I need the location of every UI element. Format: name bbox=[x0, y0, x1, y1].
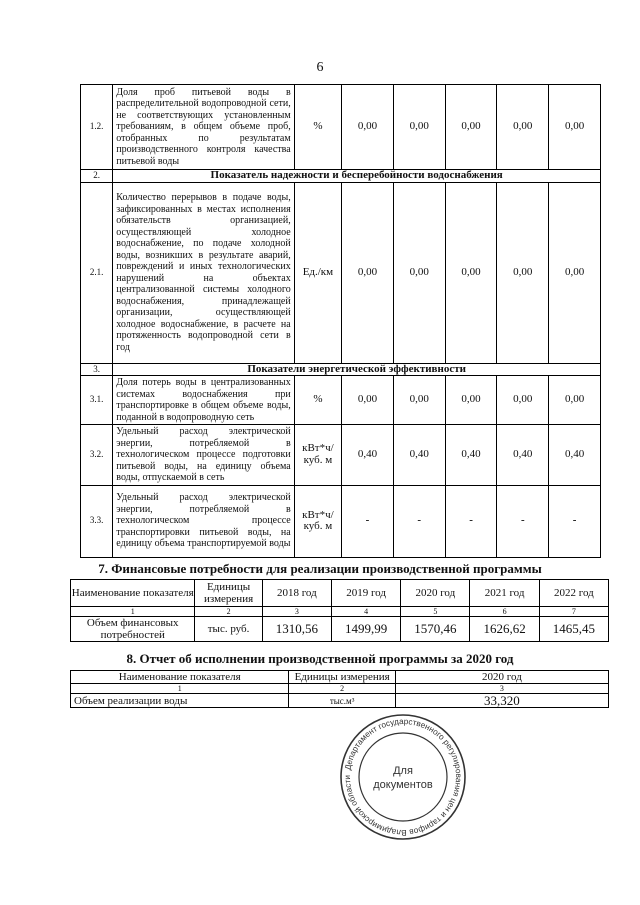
value-cell: 0,00 bbox=[342, 85, 394, 170]
value-cell: 0,40 bbox=[445, 425, 497, 486]
index-row bbox=[71, 684, 609, 694]
section-7-heading: 7. Финансовые потребности для реализации производственной программы bbox=[98, 561, 542, 576]
value-cell: - bbox=[497, 485, 549, 557]
value-cell: 0,00 bbox=[497, 182, 549, 363]
value-cell: 0,00 bbox=[393, 376, 445, 425]
indicator-name: Объем финансовых потребностей bbox=[71, 617, 195, 642]
table-row bbox=[71, 694, 609, 708]
value-cell: 33,320 bbox=[395, 694, 608, 708]
index-cell: 6 bbox=[470, 607, 539, 617]
table-row bbox=[71, 617, 609, 642]
value-cell: 1570,46 bbox=[401, 617, 470, 642]
indicator-name: Объем реализации воды bbox=[71, 694, 289, 708]
value-cell: 0,00 bbox=[393, 85, 445, 170]
stamp-inner-ring bbox=[359, 733, 447, 821]
index-cell: 2 bbox=[289, 684, 395, 694]
indicator-name: Удельный расход электрической энергии, потребляемой в технологическом процессе транспортировки питьевой воды, на единицу объема транспортируемой воды bbox=[113, 485, 294, 557]
table-row bbox=[81, 182, 601, 363]
indicator-unit: Ед./км bbox=[294, 182, 341, 363]
value-cell: 0,00 bbox=[445, 376, 497, 425]
indicator-unit: кВт*ч/куб. м bbox=[294, 425, 341, 486]
indicator-unit: кВт*ч/куб. м bbox=[294, 485, 341, 557]
indicator-name: Доля проб питьевой воды в распределительной водопроводной сети, не соответствующих установленным требованиям, в общем объеме проб, отобранных по результатам производственного контроля качества питьевой воды bbox=[113, 85, 294, 170]
section-number: 3. bbox=[81, 363, 113, 376]
column-header: Единицы измерения bbox=[289, 671, 395, 684]
row-number: 2.1. bbox=[81, 182, 113, 363]
row-number: 3.1. bbox=[81, 376, 113, 425]
table-row bbox=[81, 376, 601, 425]
stamp-ring-text: Департамент государственного регулирования цен и тарифов Владимирской области bbox=[342, 716, 464, 838]
indicator-unit: % bbox=[294, 376, 341, 425]
index-cell: 3 bbox=[262, 607, 331, 617]
index-cell: 7 bbox=[539, 607, 608, 617]
index-cell: 2 bbox=[195, 607, 262, 617]
indicator-name: Количество перерывов в подаче воды, зафиксированных в местах исполнения обязательств организацией, осуществляющей холодное водоснабжение, по подаче холодной воды, возникших в результате аварий, повреждений и иных технологических нарушений на объектах централизованной системы холодного водоснабжения, принадлежащей организации, осуществляющей холодное водоснабжение, в расчете на протяженность водопроводной сети в год bbox=[113, 182, 294, 363]
column-header: 2019 год bbox=[331, 580, 400, 607]
section-8-heading: 8. Отчет об исполнении производственной программы за 2020 год bbox=[126, 651, 514, 666]
column-header: 2021 год bbox=[470, 580, 539, 607]
index-cell: 5 bbox=[401, 607, 470, 617]
value-cell: 0,00 bbox=[342, 376, 394, 425]
indicator-unit: % bbox=[294, 85, 341, 170]
table-header-row bbox=[71, 580, 609, 607]
value-cell: - bbox=[393, 485, 445, 557]
column-header: Наименование показателя bbox=[71, 580, 195, 607]
indicator-name: Удельный расход электрической энергии, потребляемой в технологическом процессе подготовки питьевой воды, на единицу объема воды, отпускаемой в сеть bbox=[113, 425, 294, 486]
section-row bbox=[81, 363, 601, 376]
row-number: 1.2. bbox=[81, 85, 113, 170]
value-cell: 1626,62 bbox=[470, 617, 539, 642]
table-row bbox=[81, 485, 601, 557]
table-row bbox=[81, 425, 601, 486]
column-header: 2020 год bbox=[401, 580, 470, 607]
stamp-center-text-line-2: документов bbox=[373, 779, 433, 791]
value-cell: 0,00 bbox=[393, 182, 445, 363]
section-title: Показатели энергетической эффективности bbox=[113, 363, 601, 376]
section-number: 2. bbox=[81, 170, 113, 183]
column-header: Единицы измерения bbox=[195, 580, 262, 607]
row-number: 3.3. bbox=[81, 485, 113, 557]
index-row bbox=[71, 607, 609, 617]
row-number: 3.2. bbox=[81, 425, 113, 486]
value-cell: 0,00 bbox=[497, 376, 549, 425]
financial-needs-table bbox=[70, 579, 609, 642]
value-cell: 0,00 bbox=[342, 182, 394, 363]
column-header: 2022 год bbox=[539, 580, 608, 607]
value-cell: 1499,99 bbox=[331, 617, 400, 642]
column-header: 2020 год bbox=[395, 671, 608, 684]
value-cell: - bbox=[445, 485, 497, 557]
column-header: 2018 год bbox=[262, 580, 331, 607]
value-cell: - bbox=[342, 485, 394, 557]
indicator-unit: тыс. руб. bbox=[195, 617, 262, 642]
indicator-unit: тыс.м³ bbox=[289, 694, 395, 708]
page-number: 6 bbox=[316, 60, 324, 75]
stamp-center-text-line-1: Для bbox=[393, 765, 413, 777]
program-report-table bbox=[70, 670, 609, 708]
value-cell: 1465,45 bbox=[539, 617, 608, 642]
value-cell: 0,40 bbox=[497, 425, 549, 486]
table-row bbox=[81, 85, 601, 170]
official-stamp bbox=[338, 712, 468, 842]
index-cell: 1 bbox=[71, 684, 289, 694]
column-header: Наименование показателя bbox=[71, 671, 289, 684]
indicators-table bbox=[80, 84, 601, 558]
section-title: Показатель надежности и бесперебойности водоснабжения bbox=[113, 170, 601, 183]
value-cell: 0,40 bbox=[549, 425, 601, 486]
value-cell: 0,00 bbox=[445, 85, 497, 170]
index-cell: 1 bbox=[71, 607, 195, 617]
index-cell: 3 bbox=[395, 684, 608, 694]
value-cell: 0,40 bbox=[393, 425, 445, 486]
index-cell: 4 bbox=[331, 607, 400, 617]
value-cell: 0,00 bbox=[549, 376, 601, 425]
value-cell: 0,00 bbox=[445, 182, 497, 363]
section-row bbox=[81, 170, 601, 183]
value-cell: 0,00 bbox=[549, 182, 601, 363]
value-cell: 0,00 bbox=[549, 85, 601, 170]
value-cell: 0,40 bbox=[342, 425, 394, 486]
indicator-name: Доля потерь воды в централизованных системах водоснабжения при транспортировке в общем объеме воды, поданной в водопроводную сеть bbox=[113, 376, 294, 425]
table-header-row bbox=[71, 671, 609, 684]
value-cell: 0,00 bbox=[497, 85, 549, 170]
value-cell: - bbox=[549, 485, 601, 557]
value-cell: 1310,56 bbox=[262, 617, 331, 642]
